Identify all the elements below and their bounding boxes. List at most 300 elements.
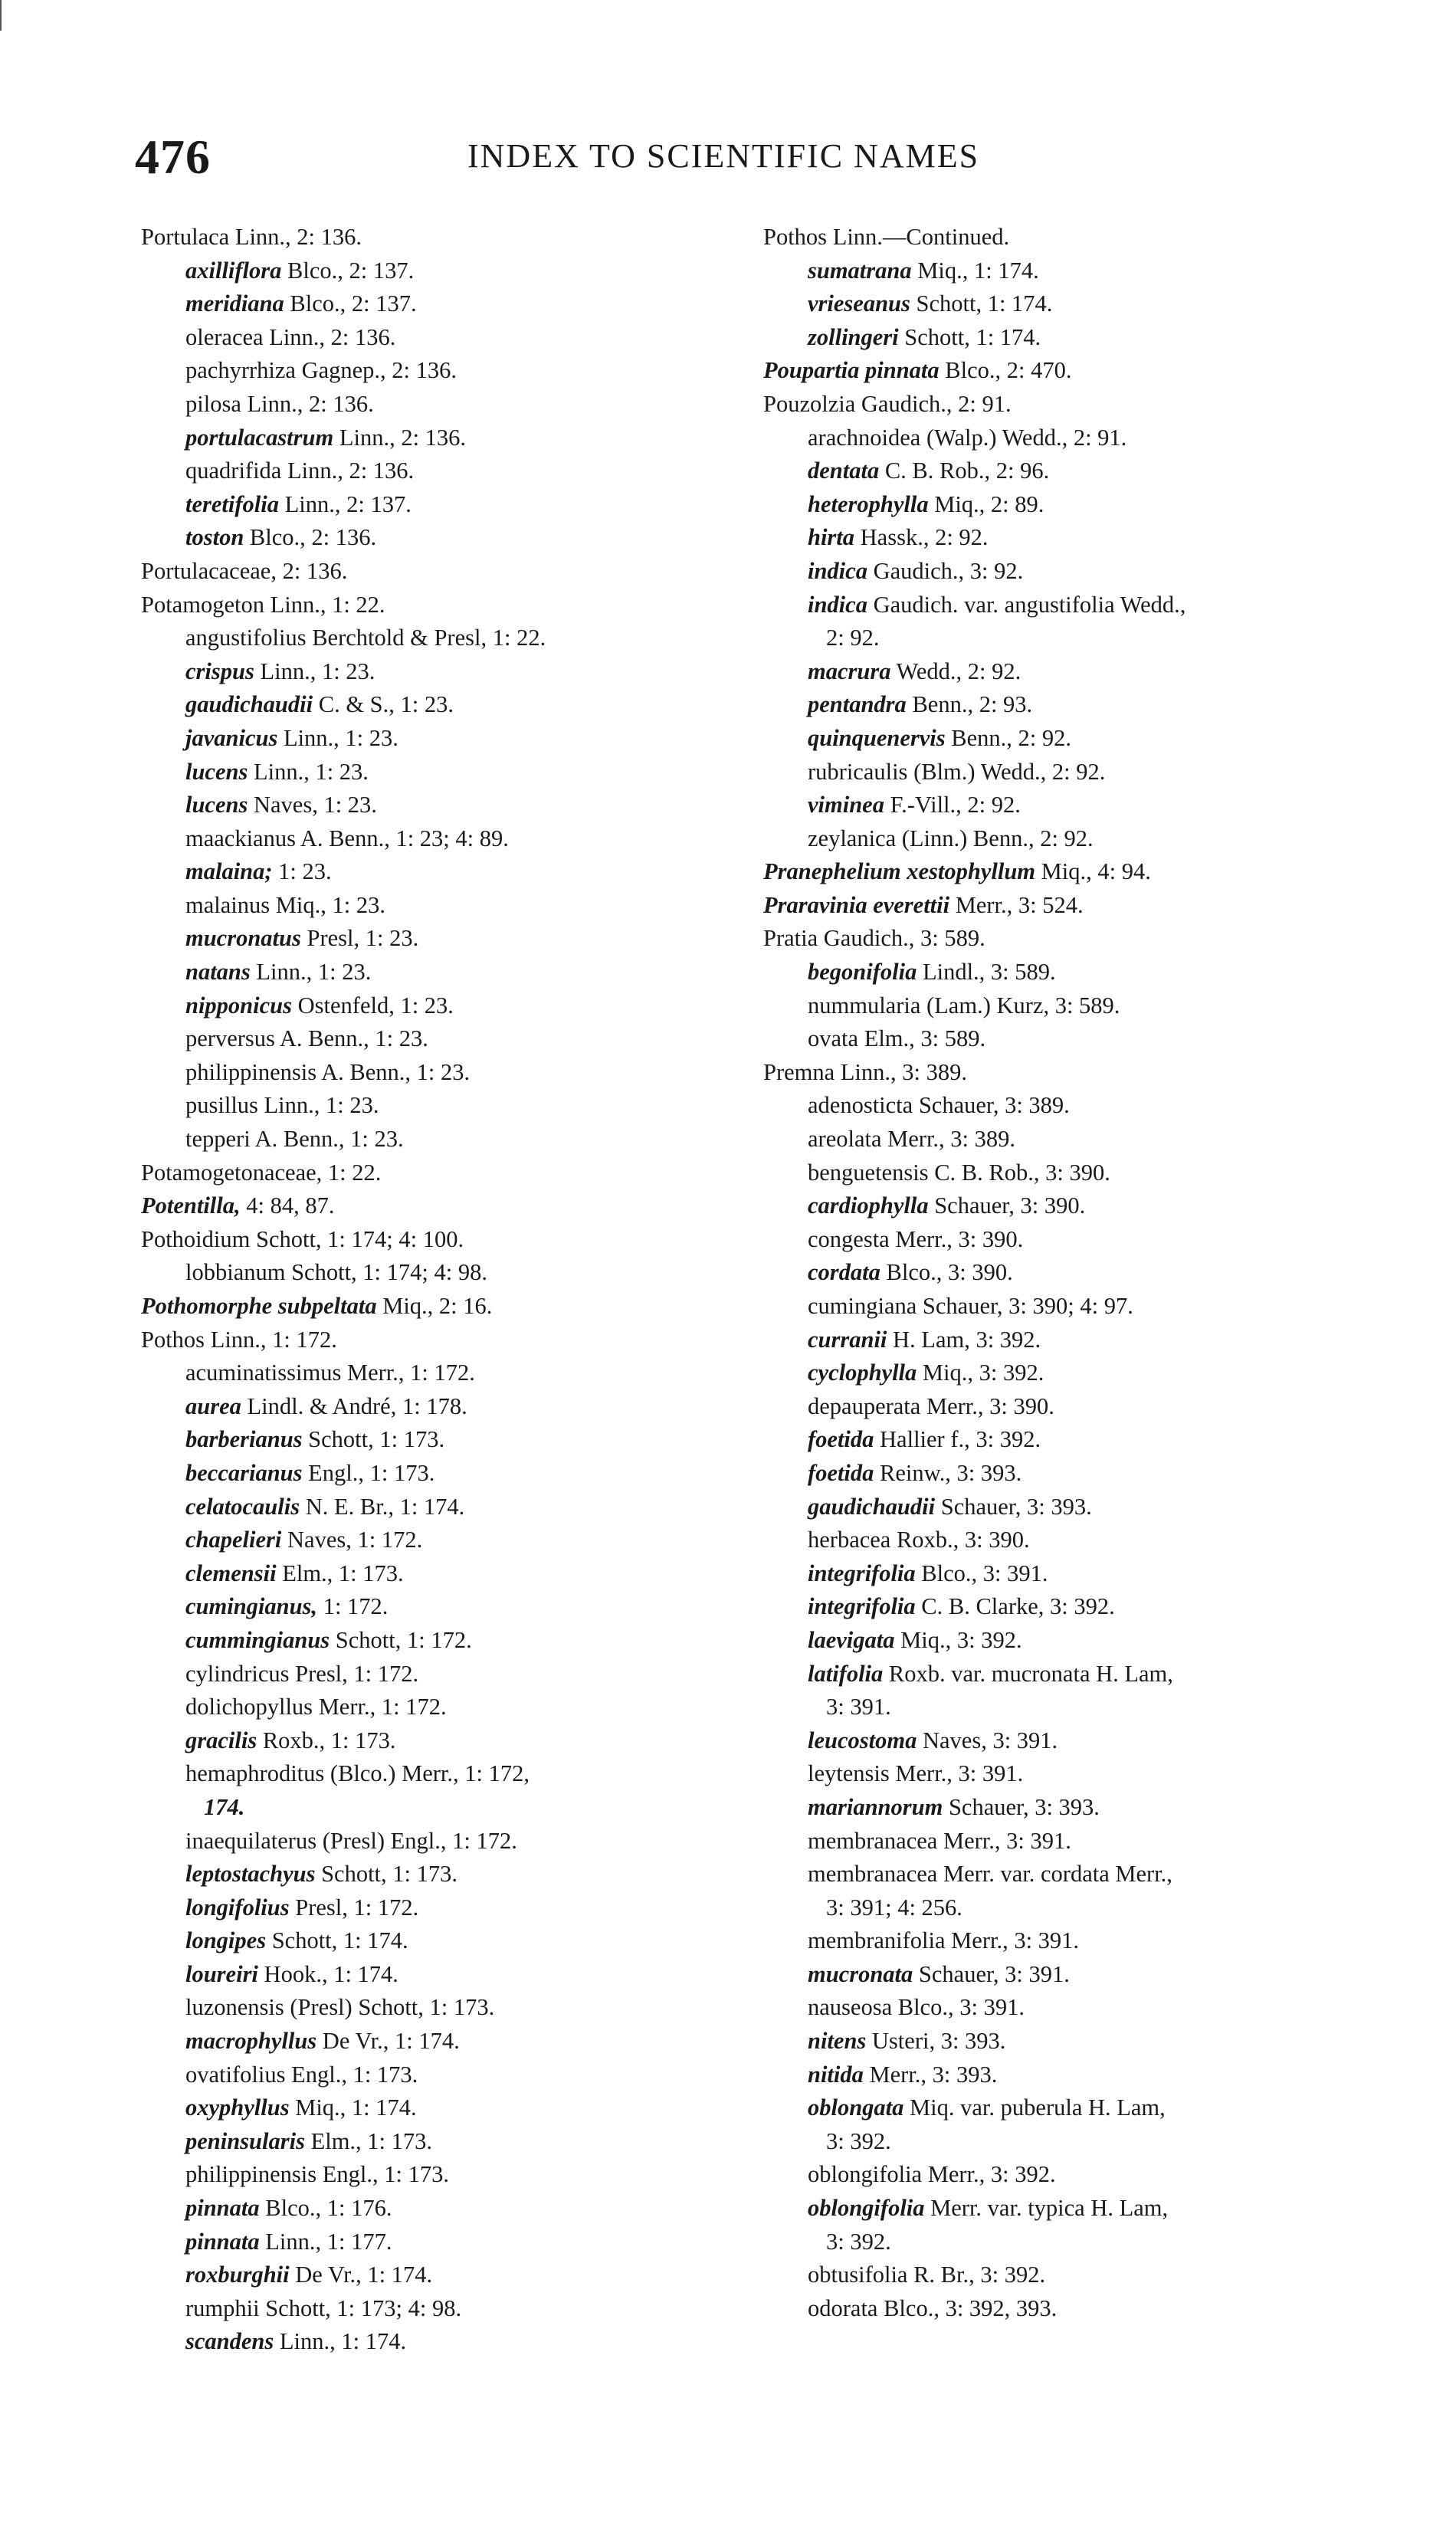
entry-name: leytensis (808, 1760, 890, 1787)
entry-name: vrieseanus (808, 290, 910, 317)
entry-reference: Gaudich., 3: 589. (818, 925, 985, 952)
entry-name: foetida (808, 1459, 874, 1486)
entry-reference: (Walp.) Wedd., 2: 91. (920, 424, 1127, 451)
index-entry (141, 1056, 723, 1090)
index-entry (763, 989, 1369, 1023)
index-entry (141, 2325, 723, 2359)
index-entry (141, 1590, 723, 1624)
entry-reference: Miq., 3: 392. (894, 1626, 1022, 1653)
index-entry (763, 1089, 1369, 1123)
index-entry (763, 1423, 1369, 1457)
entry-reference: Blco., 2: 470. (939, 357, 1072, 384)
entry-reference: Linn.—Continued. (827, 224, 1010, 250)
entry-name: tepperi (185, 1126, 251, 1153)
index-entry (763, 521, 1369, 555)
index-entry (763, 589, 1369, 622)
index-entry (763, 354, 1369, 388)
entry-reference: (Lam.) Kurz, 3: 589. (920, 992, 1120, 1018)
index-entry (763, 822, 1369, 856)
index-entry (141, 1991, 723, 2025)
entry-name: roxburghii (185, 2262, 290, 2288)
entry-reference: Engl., 1: 173. (316, 2161, 449, 2188)
entry-reference: Hook., 1: 174. (257, 1960, 398, 1987)
entry-reference: Merr., 1: 172. (313, 1694, 447, 1720)
index-entry (763, 1991, 1369, 2025)
entry-reference: Linn., 2: 136. (333, 424, 467, 451)
entry-reference: C. B. Rob., 2: 96. (879, 458, 1050, 484)
index-entry (763, 655, 1369, 689)
index-entry (141, 1423, 723, 1457)
entry-name: maackianus (185, 825, 296, 851)
entry-reference: Schauer, 3: 389. (913, 1092, 1070, 1119)
entry-name: membranacea (808, 1861, 938, 1888)
index-entry (763, 555, 1369, 589)
entry-name: Pothoidium (141, 1225, 251, 1252)
index-entry (141, 354, 723, 388)
index-entry (141, 422, 723, 455)
entry-name: indica (808, 557, 867, 584)
entry-reference: Wedd., 2: 92. (890, 658, 1021, 684)
entry-name: javanicus (185, 724, 278, 751)
index-entry (763, 1791, 1369, 1825)
entry-name: inaequilaterus (185, 1827, 317, 1854)
index-entry (141, 1958, 723, 1992)
entry-name: areolata (808, 1126, 882, 1153)
entry-name: angustifolius (185, 625, 307, 651)
entry-reference: Linn., 2: 136. (263, 323, 396, 350)
entry-reference: Schauer, 3: 390; 4: 97. (917, 1293, 1133, 1319)
entry-reference: Schott, 1: 173. (315, 1861, 457, 1888)
index-entry (141, 655, 723, 689)
entry-reference: De Vr., 1: 174. (316, 2028, 460, 2055)
index-entry (763, 1324, 1369, 1357)
entry-reference: Presl, 1: 23. (300, 925, 419, 952)
entry-name: chapelieri (185, 1527, 282, 1553)
index-entry (141, 2192, 723, 2226)
index-entry (763, 1223, 1369, 1257)
entry-reference: Schott, 1: 174; 4: 98. (285, 1259, 487, 1286)
index-entry (141, 822, 723, 856)
index-entry (141, 454, 723, 488)
entry-reference: Blco., 1: 176. (259, 2195, 392, 2222)
entry-name: crispus (185, 658, 254, 684)
entry-reference: Linn., 2: 136. (241, 390, 374, 417)
entry-name: peninsularis (185, 2127, 305, 2154)
index-entry (763, 2258, 1369, 2292)
entry-name: macrura (808, 658, 891, 684)
entry-reference: 3: 392. (826, 2127, 891, 2154)
index-column-right (763, 221, 1369, 2325)
entry-reference: Blco., 2: 136. (244, 524, 377, 551)
entry-name: Praravinia everettii (763, 891, 950, 918)
index-entry (141, 1924, 723, 1958)
index-entry (141, 1791, 723, 1825)
index-entry (141, 321, 723, 355)
entry-name: lucens (185, 792, 248, 818)
entry-name: quinquenervis (808, 724, 946, 751)
entry-name: aurea (185, 1392, 241, 1419)
index-entry (763, 1457, 1369, 1491)
entry-name: clemensii (185, 1560, 277, 1586)
entry-name: latifolia (808, 1660, 884, 1687)
entry-name: ovatifolius (185, 2061, 286, 2088)
entry-reference: C. B. Rob., 3: 390. (928, 1159, 1110, 1186)
entry-name: benguetensis (808, 1159, 929, 1186)
entry-name: natans (185, 959, 251, 986)
entry-reference: A. Benn., 1: 23. (316, 1058, 471, 1085)
entry-name: leucostoma (808, 1727, 917, 1753)
entry-name: teretifolia (185, 490, 279, 517)
entry-name: Pouzolzia (763, 390, 856, 417)
entry-name: pachyrrhiza (185, 357, 296, 384)
index-entry (141, 922, 723, 956)
index-entry (141, 688, 723, 722)
entry-reference: Schauer, 3: 393. (943, 1793, 1100, 1820)
entry-reference: Schauer, 3: 390. (928, 1192, 1086, 1219)
entry-name: malainus (185, 891, 271, 918)
index-entry (141, 989, 723, 1023)
index-entry (763, 756, 1369, 789)
index-entry (141, 2125, 723, 2159)
entry-reference: Schott, 1: 172. (330, 1626, 472, 1653)
index-entry (141, 1757, 723, 1791)
entry-reference: Schott, 1: 174; 4: 100. (250, 1225, 464, 1252)
index-entry (141, 1858, 723, 1891)
index-entry (141, 789, 723, 822)
entry-reference: 3: 391; 4: 256. (826, 1894, 962, 1921)
entry-name: oleracea (185, 323, 264, 350)
entry-name: nipponicus (185, 992, 292, 1018)
entry-name: odorata (808, 2294, 878, 2321)
entry-name: Potamogetonaceae, (141, 1159, 323, 1186)
entry-reference: Linn., 1: 22. (264, 591, 385, 618)
index-entry (763, 1590, 1369, 1624)
index-entry (763, 2058, 1369, 2092)
index-entry (141, 1457, 723, 1491)
index-entry (763, 454, 1369, 488)
entry-reference: Merr., 3: 391. (945, 1927, 1080, 1954)
entry-reference: Schott, 1: 174. (898, 323, 1041, 350)
index-entry (763, 1156, 1369, 1190)
entry-reference: Linn., 1: 23. (250, 959, 372, 986)
entry-name: pinnata (185, 2228, 260, 2255)
index-entry (763, 221, 1369, 254)
entry-name: pilosa (185, 390, 241, 417)
entry-reference: Merr., 3: 391. (889, 1760, 1024, 1787)
entry-reference: Miq. var. puberula H. Lam, (903, 2094, 1166, 2121)
entry-name: celatocaulis (185, 1493, 300, 1520)
index-entry (763, 1056, 1369, 1090)
entry-reference: Blco., 2: 137. (284, 290, 417, 317)
entry-name: cumingiana (808, 1293, 917, 1319)
entry-name: Portulaca (141, 224, 230, 250)
entry-name: loureiri (185, 1960, 258, 1987)
entry-name: curranii (808, 1326, 887, 1353)
entry-reference: Roxb., 1: 173. (257, 1727, 396, 1753)
entry-reference: Elm., 3: 589. (858, 1025, 986, 1052)
index-entry (763, 1189, 1369, 1223)
entry-reference: (Blm.) Wedd., 2: 92. (907, 758, 1106, 785)
entry-reference: Linn., 1: 23. (254, 658, 375, 684)
entry-name: pusillus (185, 1092, 258, 1119)
entry-name: Pothomorphe subpeltata (141, 1293, 377, 1319)
running-head: INDEX TO SCIENTIFIC NAMES (467, 137, 980, 175)
index-entry (141, 2258, 723, 2292)
index-entry (763, 2091, 1369, 2125)
index-entry (141, 622, 723, 655)
index-entry (763, 1290, 1369, 1324)
index-entry (763, 1724, 1369, 1758)
entry-reference: A. Benn., 1: 23. (250, 1126, 404, 1153)
index-entry (763, 1123, 1369, 1156)
index-entry (763, 889, 1369, 923)
entry-reference: Benn., 2: 93. (906, 691, 1033, 718)
entry-reference: (Blco.) Merr., 1: 172, (324, 1760, 530, 1787)
entry-name: luzonensis (185, 1994, 284, 2021)
entry-reference: Linn., 1: 23. (277, 724, 398, 751)
entry-reference: Schauer, 3: 391. (913, 1960, 1070, 1987)
entry-name: nummularia (808, 992, 921, 1018)
index-entry (763, 1858, 1369, 1891)
index-entry (141, 1123, 723, 1156)
entry-reference: Merr., 3: 390. (889, 1225, 1024, 1252)
entry-name: mucronata (808, 1960, 913, 1987)
index-entry (141, 2226, 723, 2259)
index-entry (763, 1924, 1369, 1958)
entry-name: ovata (808, 1025, 859, 1052)
entry-reference: (Presl) Engl., 1: 172. (316, 1827, 517, 1854)
entry-name: cylindricus (185, 1660, 290, 1687)
index-entry (141, 1156, 723, 1190)
index-entry (141, 2292, 723, 2326)
index-entry (141, 2025, 723, 2058)
entry-name: congesta (808, 1225, 890, 1252)
entry-reference: 2: 92. (826, 625, 880, 651)
entry-reference: Linn., 1: 23. (248, 758, 369, 785)
entry-name: Poupartia pinnata (763, 357, 940, 384)
entry-name: acuminatissimus (185, 1360, 342, 1386)
index-entry (141, 1491, 723, 1524)
index-entry (141, 221, 723, 254)
entry-name: portulacastrum (185, 424, 334, 451)
entry-reference: Elm., 1: 173. (276, 1560, 404, 1586)
entry-name: macrophyllus (185, 2028, 317, 2055)
index-entry (763, 287, 1369, 321)
index-entry (141, 555, 723, 589)
index-entry (141, 1256, 723, 1290)
index-entry (763, 488, 1369, 522)
index-column-left (141, 221, 723, 2359)
entry-name: quadrifida (185, 458, 282, 484)
entry-name: mucronatus (185, 925, 301, 952)
entry-name: pinnata (185, 2195, 260, 2222)
index-entry (763, 1256, 1369, 1290)
entry-name: zollingeri (808, 323, 899, 350)
entry-reference: Linn., 1: 177. (259, 2228, 392, 2255)
entry-reference: Blco., 3: 391. (915, 1560, 1048, 1586)
entry-name: Premna (763, 1058, 835, 1085)
entry-reference: C. & S., 1: 23. (313, 691, 454, 718)
entry-reference: Schott, 1: 173; 4: 98. (259, 2294, 462, 2321)
entry-name: indica (808, 591, 867, 618)
index-entry (141, 254, 723, 288)
entry-reference: A. Benn., 1: 23. (274, 1025, 428, 1052)
entry-reference: Linn., 2: 136. (229, 224, 362, 250)
entry-reference: Elm., 1: 173. (304, 2127, 433, 2154)
entry-reference: Engl., 1: 173. (302, 1459, 435, 1486)
index-entry (763, 688, 1369, 722)
entry-reference: Presl, 1: 172. (289, 1660, 419, 1687)
index-entry (141, 756, 723, 789)
entry-name: nitens (808, 2028, 867, 2055)
index-entry (141, 1223, 723, 1257)
entry-name: depauperata (808, 1392, 921, 1419)
entry-name: rumphii (185, 2294, 260, 2321)
index-entry (763, 1825, 1369, 1858)
entry-name: oblongata (808, 2094, 904, 2121)
entry-reference: Naves, 1: 23. (248, 792, 377, 818)
index-entry (763, 2192, 1369, 2226)
entry-reference: Linn., 1: 174. (274, 2328, 407, 2355)
entry-name: pentandra (808, 691, 907, 718)
index-entry (763, 1624, 1369, 1658)
entry-name: philippinensis (185, 1058, 317, 1085)
index-entry (763, 1524, 1369, 1557)
entry-reference: Gaudich., 2: 91. (855, 390, 1012, 417)
index-entry (763, 722, 1369, 756)
index-entry (141, 589, 723, 622)
index-entry (141, 1891, 723, 1925)
index-entry (763, 1356, 1369, 1390)
index-entry (763, 2025, 1369, 2058)
entry-name: hirta (808, 524, 855, 551)
index-entry (763, 1757, 1369, 1791)
entry-reference: 1: 23. (272, 858, 332, 885)
index-entry (763, 1891, 1369, 1925)
entry-reference: Schott, 1: 174. (910, 290, 1053, 317)
index-entry (141, 1390, 723, 1424)
index-entry (763, 1557, 1369, 1591)
entry-name: dolichopyllus (185, 1694, 313, 1720)
entry-reference: Blco., 2: 137. (281, 257, 415, 284)
entry-reference: Blco., 3: 392, 393. (877, 2294, 1058, 2321)
index-entry (763, 388, 1369, 422)
entry-reference: Schott, 1: 173. (302, 1426, 445, 1453)
entry-name: Pratia (763, 925, 818, 952)
entry-name: beccarianus (185, 1459, 303, 1486)
entry-name: toston (185, 524, 244, 551)
index-entry (763, 254, 1369, 288)
entry-name: laevigata (808, 1626, 895, 1653)
index-entry (141, 488, 723, 522)
index-entry (141, 956, 723, 989)
entry-reference: Miq., 4: 94. (1035, 858, 1151, 885)
entry-reference: Hassk., 2: 92. (854, 524, 989, 551)
entry-reference: Hallier f., 3: 392. (874, 1426, 1041, 1453)
entry-name: hemaphroditus (185, 1760, 325, 1787)
index-entry (763, 1390, 1369, 1424)
entry-reference: Usteri, 3: 393. (866, 2028, 1006, 2055)
entry-reference: De Vr., 1: 174. (289, 2262, 433, 2288)
index-entry (763, 1691, 1369, 1724)
entry-name: lobbianum (185, 1259, 286, 1286)
entry-reference: (Presl) Schott, 1: 173. (284, 1994, 495, 2021)
entry-name: adenosticta (808, 1092, 913, 1119)
entry-name: herbacea (808, 1527, 891, 1553)
index-entry (141, 1189, 723, 1223)
entry-name: cyclophylla (808, 1360, 917, 1386)
entry-name: oxyphyllus (185, 2094, 290, 2121)
entry-name: begonifolia (808, 959, 917, 986)
entry-reference: 1: 172. (317, 1593, 389, 1620)
entry-reference: H. Lam, 3: 392. (887, 1326, 1041, 1353)
entry-reference: Merr. var. cordata Merr., (937, 1861, 1172, 1888)
entry-name: foetida (808, 1426, 874, 1453)
index-entry (141, 1557, 723, 1591)
entry-reference: Linn., 2: 137. (278, 490, 412, 517)
entry-name: Pothos (141, 1326, 205, 1353)
entry-reference: Gaudich., 3: 92. (867, 557, 1024, 584)
index-entry (763, 2226, 1369, 2259)
index-entry (763, 789, 1369, 822)
entry-reference: Miq., 2: 89. (928, 490, 1044, 517)
entry-reference: Linn., 3: 389. (835, 1058, 968, 1085)
entry-reference: Merr. var. typica H. Lam, (924, 2195, 1169, 2222)
entry-name: philippinensis (185, 2161, 317, 2188)
entry-name: Pothos (763, 224, 828, 250)
entry-reference: Miq., 1: 174. (911, 257, 1039, 284)
entry-reference: N. E. Br., 1: 174. (300, 1493, 465, 1520)
entry-name: longipes (185, 1927, 267, 1954)
index-entry (141, 1022, 723, 1056)
entry-name: obtusifolia (808, 2262, 908, 2288)
entry-name: nitida (808, 2061, 864, 2088)
index-entry (141, 1691, 723, 1724)
entry-reference: Merr., 3: 390. (920, 1392, 1054, 1419)
entry-name: mariannorum (808, 1793, 943, 1820)
entry-reference: Lindl., 3: 589. (917, 959, 1056, 986)
entry-reference: Benn., 2: 92. (945, 724, 1072, 751)
index-entry (763, 1658, 1369, 1691)
index-entry (141, 1356, 723, 1390)
index-entry (141, 722, 723, 756)
index-entry (141, 1624, 723, 1658)
entry-name: Potamogeton (141, 591, 264, 618)
entry-reference: Ostenfeld, 1: 23. (292, 992, 454, 1018)
index-entry (141, 2058, 723, 2092)
entry-name: scandens (185, 2328, 274, 2355)
entry-name: viminea (808, 792, 884, 818)
entry-name: membranacea (808, 1827, 938, 1854)
entry-name: cumingianus, (185, 1593, 318, 1620)
entry-reference: Merr., 3: 393. (863, 2061, 998, 2088)
index-entry (141, 1324, 723, 1357)
index-entry (763, 321, 1369, 355)
index-entry (141, 1089, 723, 1123)
entry-name: gaudichaudii (808, 1493, 936, 1520)
entry-reference: Schauer, 3: 393. (935, 1493, 1092, 1520)
index-entry (763, 855, 1369, 889)
entry-name: Portulacaceae, (141, 557, 277, 584)
entry-name: membranifolia (808, 1927, 946, 1954)
index-entry (763, 1958, 1369, 1992)
entry-reference: Linn., 1: 172. (205, 1326, 337, 1353)
entry-reference: Merr., 1: 172. (341, 1360, 475, 1386)
entry-name: gaudichaudii (185, 691, 313, 718)
entry-name: meridiana (185, 290, 284, 317)
entry-reference: 3: 392. (826, 2228, 891, 2255)
index-entry (141, 1658, 723, 1691)
